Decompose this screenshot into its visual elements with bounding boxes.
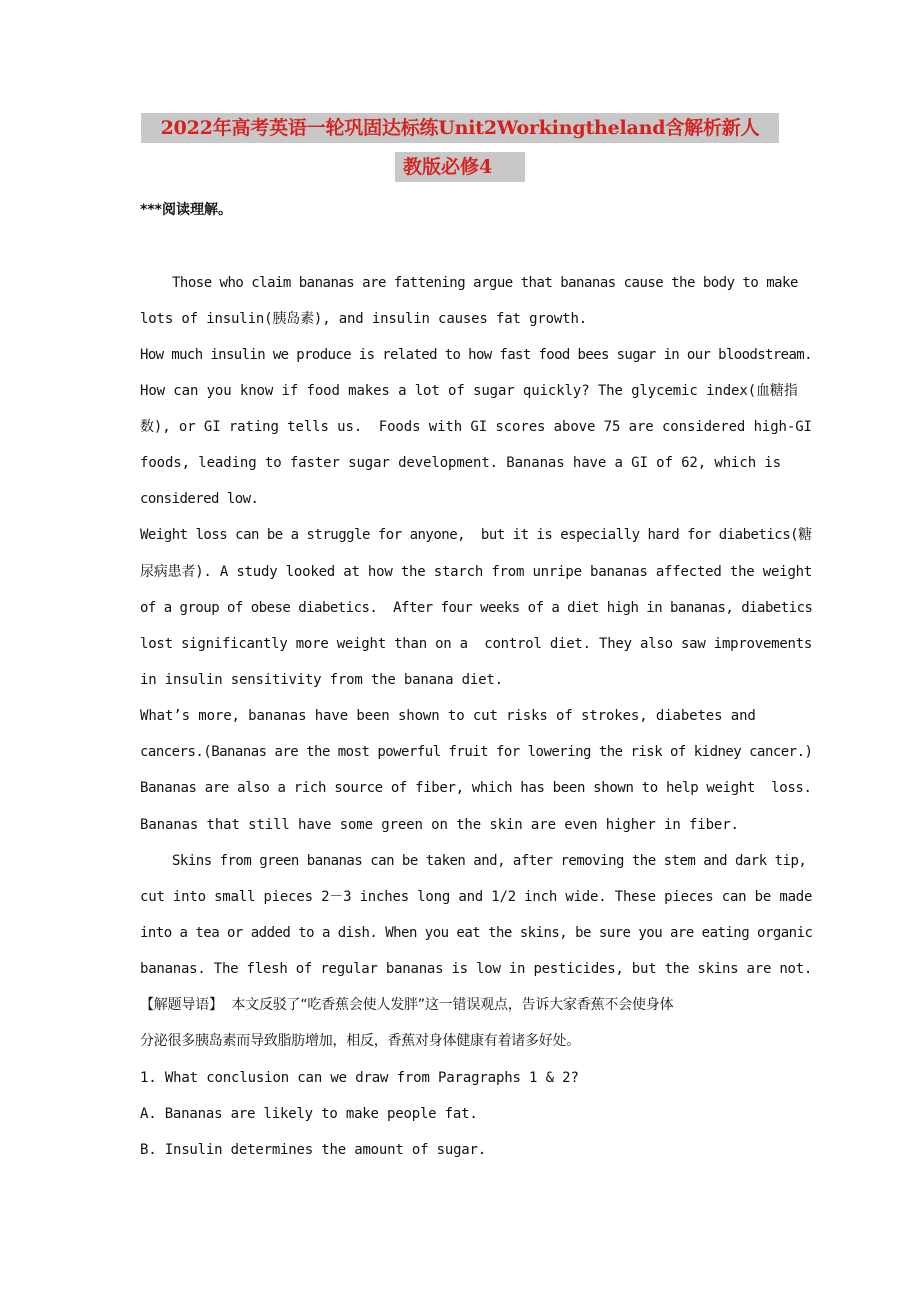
- passage-line: of a group of obese diabetics. After four weeks of a diet high in bananas, diabetics: [140, 600, 813, 616]
- title-text-1: 2022年高考英语一轮巩固达标练Unit2Workingtheland含解析新人: [141, 113, 779, 143]
- passage-line: foods, leading to faster sugar development. Bananas have a GI of 62, which is: [140, 455, 782, 471]
- passage-line: cancers.(Bananas are the most powerful fruit for lowering the risk of kidney cancer.): [140, 744, 813, 760]
- option-b: B. Insulin determines the amount of sugar.: [140, 1142, 487, 1158]
- passage-line: lost significantly more weight than on a control diet. They also saw improvements: [140, 636, 813, 652]
- section-heading: ***阅读理解。: [140, 202, 232, 218]
- title-text-2: 教版必修4: [395, 152, 525, 182]
- passage-line: 数), or GI rating tells us. Foods with GI scores above 75 are considered high-GI: [140, 419, 812, 435]
- passage-line: Bananas that still have some green on the skin are even higher in fiber.: [140, 817, 739, 833]
- passage-line: What’s more, bananas have been shown to cut risks of strokes, diabetes and: [140, 708, 756, 724]
- passage-line: Skins from green bananas can be taken and, after removing the stem and dark tip,: [172, 853, 807, 869]
- passage-line: Bananas are also a rich source of fiber, which has been shown to help weight loss.: [140, 780, 812, 796]
- guide-line-1: 【解题导语】 本文反驳了“吃香蕉会使人发胖”这一错误观点，告诉大家香蕉不会使身体: [140, 997, 674, 1013]
- passage-line: considered low.: [140, 491, 259, 507]
- passage-line: into a tea or added to a dish. When you eat the skins, be sure you are eating organic: [140, 925, 813, 941]
- passage-line: cut into small pieces 2－3 inches long and 1/2 inch wide. These pieces can be made: [140, 889, 813, 905]
- passage-line: bananas. The flesh of regular bananas is low in pesticides, but the skins are not.: [140, 961, 813, 977]
- passage-line: in insulin sensitivity from the banana diet.: [140, 672, 503, 688]
- document-title-line-1: [0, 113, 920, 143]
- option-a: A. Bananas are likely to make people fat.: [140, 1106, 478, 1122]
- passage-line: 尿病患者). A study looked at how the starch from unripe bananas affected the weight: [140, 564, 813, 580]
- passage-line: Those who claim bananas are fattening argue that bananas cause the body to make: [172, 275, 798, 291]
- question-stem: 1. What conclusion can we draw from Paragraphs 1 & 2?: [140, 1070, 579, 1086]
- document-title-line-2: [0, 152, 920, 182]
- passage-line: How can you know if food makes a lot of sugar quickly? The glycemic index(血糖指: [140, 383, 798, 399]
- passage-line: lots of insulin(胰岛素), and insulin causes fat growth.: [140, 311, 587, 327]
- passage-line: Weight loss can be a struggle for anyone, but it is especially hard for diabetics(糖: [140, 527, 812, 543]
- passage-line: How much insulin we produce is related to how fast food bees sugar in our bloodstream.: [140, 347, 812, 363]
- guide-line-2: 分泌很多胰岛素而导致脂肪增加，相反，香蕉对身体健康有着诸多好处。: [140, 1033, 580, 1049]
